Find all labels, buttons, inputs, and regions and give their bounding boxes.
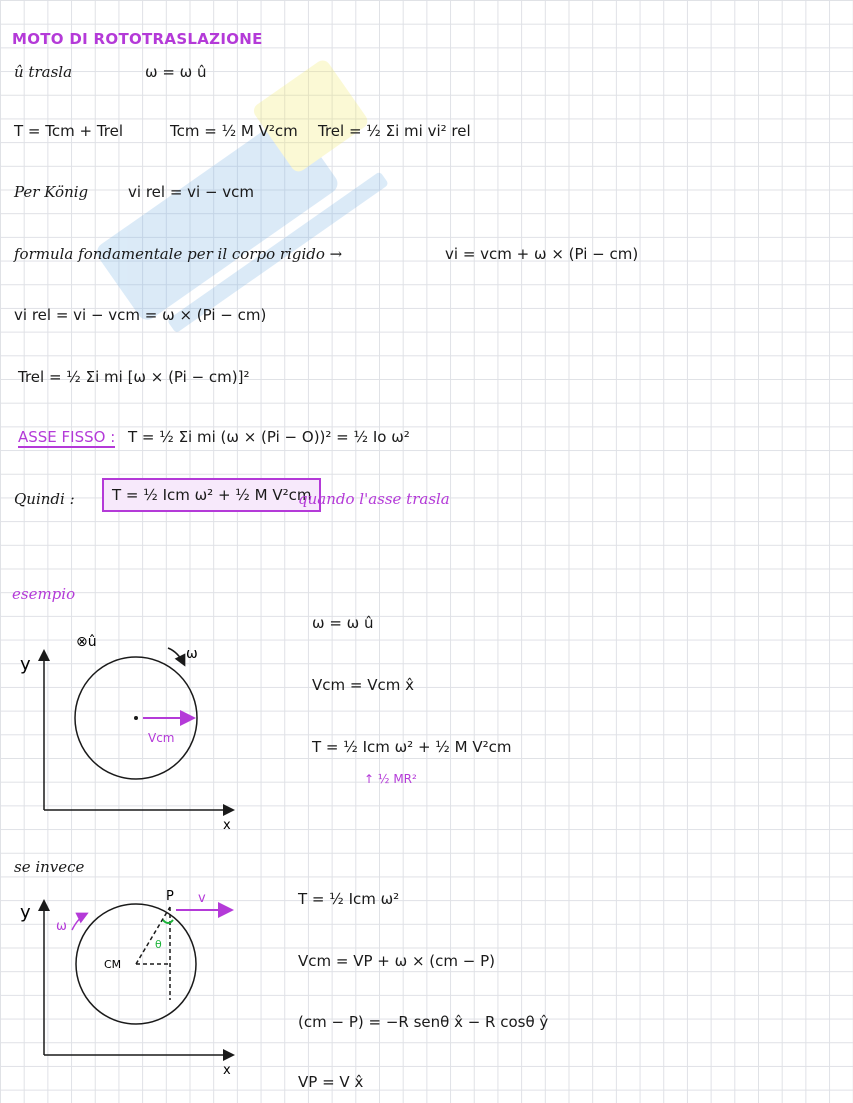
second-example-heading: se invece bbox=[14, 858, 85, 876]
example1-y-label: y bbox=[20, 654, 31, 675]
example2-position-eq: (cm − P) = −R senθ x̂ − R cosθ ŷ bbox=[298, 1013, 549, 1031]
example2-figure bbox=[0, 880, 260, 1080]
example2-vcm-eq: Vcm = VP + ω × (cm − P) bbox=[298, 952, 496, 970]
example2-p-label: P bbox=[166, 889, 174, 904]
quindi-label: Quindi : bbox=[14, 490, 75, 508]
rigid-body-equation: vi = vcm + ω × (Pi − cm) bbox=[445, 245, 639, 263]
example2-rotation-arrow bbox=[72, 914, 86, 930]
quindi-boxed-equation: T = ½ Icm ω² + ½ M V²cm bbox=[102, 478, 321, 512]
tcm-equation: Tcm = ½ M V²cm bbox=[170, 122, 298, 140]
quindi-note: quando l'asse trasla bbox=[298, 490, 450, 508]
vi-rel-equation: vi rel = vi − vcm = ω × (Pi − cm) bbox=[14, 306, 267, 324]
example1-omega-eq: ω = ω û bbox=[312, 614, 374, 632]
example2-theta-label: θ bbox=[155, 938, 162, 951]
example1-omega-label: ω bbox=[186, 646, 198, 662]
example1-u-label: ⊗û bbox=[76, 634, 97, 650]
konig-equation: vi rel = vi − vcm bbox=[128, 183, 255, 201]
example2-theta-arc bbox=[163, 920, 173, 923]
example1-energy-eq: T = ½ Icm ω² + ½ M V²cm bbox=[312, 738, 512, 756]
rigid-body-label: formula fondamentale per il corpo rigido → bbox=[14, 245, 343, 263]
example2-x-label: x bbox=[223, 1063, 231, 1078]
example2-y-label: y bbox=[20, 902, 31, 923]
example1-x-label: x bbox=[223, 818, 231, 833]
example1-vcm-label: Vcm bbox=[148, 731, 175, 745]
energy-sum-equation: T = Tcm + Trel bbox=[14, 122, 124, 140]
u-trasla-text: û trasla bbox=[14, 63, 73, 81]
trel-expanded-equation: Trel = ½ Σi mi [ω × (Pi − cm)]² bbox=[18, 368, 250, 386]
example1-rotation-arrow bbox=[168, 648, 184, 664]
example-heading: esempio bbox=[12, 585, 76, 603]
example2-energy-eq: T = ½ Icm ω² bbox=[298, 890, 400, 908]
asse-fisso-equation: T = ½ Σi mi (ω × (Pi − O))² = ½ Io ω² bbox=[128, 428, 410, 446]
example1-inertia-annotation: ↑ ½ MR² bbox=[364, 772, 417, 786]
example2-omega-label: ω bbox=[56, 919, 67, 934]
konig-label: Per König bbox=[14, 183, 89, 201]
example2-radius-line bbox=[136, 907, 170, 964]
page-title: MOTO DI ROTOTRASLAZIONE bbox=[12, 30, 263, 48]
trel-equation: Trel = ½ Σi mi vi² rel bbox=[318, 122, 471, 140]
example1-center-dot bbox=[134, 716, 138, 720]
example1-figure bbox=[0, 620, 260, 840]
example2-vp-eq: VP = V x̂ bbox=[298, 1073, 364, 1091]
omega-definition: ω = ω û bbox=[145, 63, 207, 81]
example2-cm-label: CM bbox=[104, 958, 122, 971]
example1-vcm-eq: Vcm = Vcm x̂ bbox=[312, 676, 414, 694]
asse-fisso-label: ASSE FISSO : bbox=[18, 428, 116, 446]
example2-v-label: v bbox=[198, 891, 206, 906]
